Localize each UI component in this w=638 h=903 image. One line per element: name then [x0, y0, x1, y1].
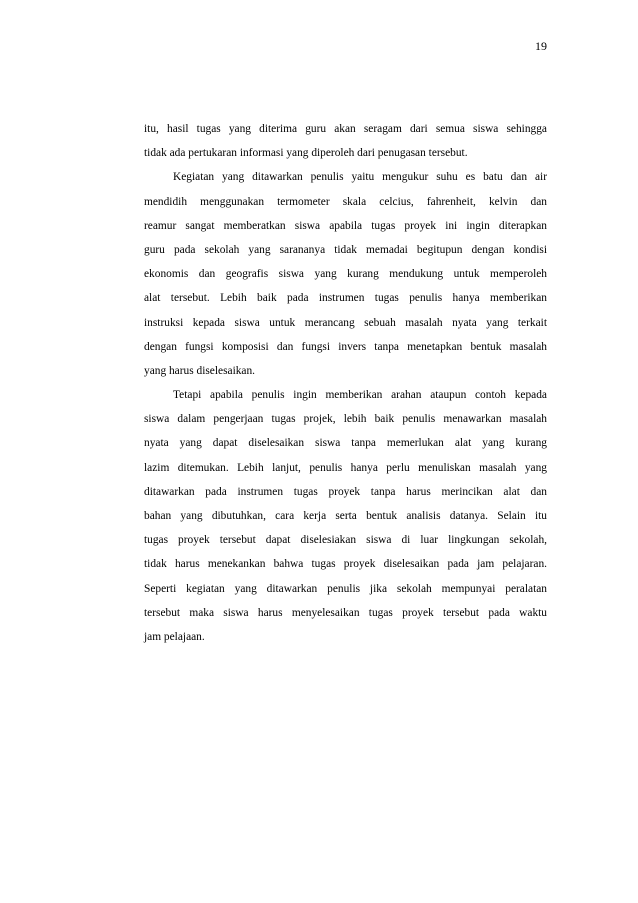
- text-line: tersebut maka siswa harus menyelesaikan tugas proyek tersebut pada waktu: [144, 606, 547, 619]
- text-line: bahan yang dibutuhkan, cara kerja serta bentuk analisis datanya. Selain itu: [144, 510, 547, 522]
- text-line: alat tersebut. Lebih baik pada instrumen tugas penulis hanya memberikan: [144, 292, 547, 305]
- text-line: itu, hasil tugas yang diterima guru akan seragam dari semua siswa sehingga: [144, 123, 547, 135]
- text-line: siswa dalam pengerjaan tugas projek, lebih baik penulis menawarkan masalah: [144, 413, 547, 426]
- text-line: Seperti kegiatan yang ditawarkan penulis jika sekolah mempunyai peralatan: [144, 582, 547, 595]
- body-text: [144, 122, 547, 654]
- text-line: dengan fungsi komposisi dan fungsi invers tanpa menetapkan bentuk masalah: [144, 340, 547, 353]
- text-line: reamur sangat memberatkan siswa apabila tugas proyek ini ingin diterapkan: [144, 219, 547, 232]
- page-number: 19: [535, 39, 547, 53]
- text-line: tidak harus menekankan bahwa tugas proyek diselesaikan pada jam pelajaran.: [144, 558, 547, 571]
- text-line: tugas proyek tersebut dapat diselesiakan siswa di luar lingkungan sekolah,: [144, 534, 547, 547]
- text-line: lazim ditemukan. Lebih lanjut, penulis hanya perlu menuliskan masalah yang: [144, 461, 547, 474]
- text-line: ditawarkan pada instrumen tugas proyek tanpa harus merincikan alat dan: [144, 485, 547, 498]
- text-line: yang harus diselesaikan.: [144, 364, 256, 377]
- text-line: Kegiatan yang ditawarkan penulis yaitu mengukur suhu es batu dan air: [173, 171, 547, 184]
- text-line: mendidih menggunakan termometer skala celcius, fahrenheit, kelvin dan: [144, 195, 547, 208]
- text-line: instruksi kepada siswa untuk merancang sebuah masalah nyata yang terkait: [144, 316, 547, 329]
- text-line: Tetapi apabila penulis ingin memberikan arahan ataupun contoh kepada: [173, 389, 547, 402]
- text-line: guru pada sekolah yang sarananya tidak memadai begitupun dengan kondisi: [144, 243, 547, 256]
- text-line: tidak ada pertukaran informasi yang diperoleh dari penugasan tersebut.: [144, 147, 468, 160]
- text-line: jam pelajaan.: [144, 630, 205, 643]
- text-line: ekonomis dan geografis siswa yang kurang mendukung untuk memperoleh: [144, 268, 547, 281]
- text-line: nyata yang dapat diselesaikan siswa tanpa memerlukan alat yang kurang: [144, 437, 547, 450]
